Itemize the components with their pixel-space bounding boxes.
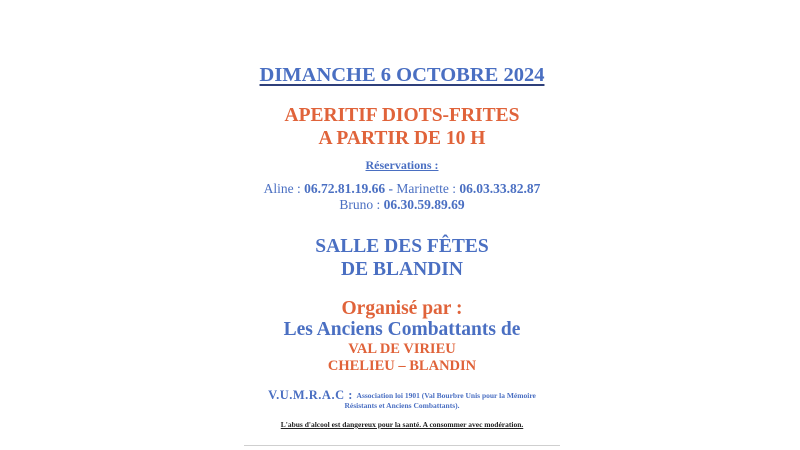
event-title-line2: A PARTIR DE 10 H <box>318 128 486 149</box>
reservations-contacts <box>244 181 560 213</box>
flyer-page <box>244 0 560 450</box>
organizer-place2: CHELIEU – BLANDIN <box>327 358 477 374</box>
event-title-line1: APERITIF DIOTS-FRITES <box>284 105 520 126</box>
contact-name-bruno: Bruno : <box>339 197 384 212</box>
contacts-line2 <box>244 197 560 213</box>
association-desc1: Association loi 1901 (Val Bourbre Unis pour la Mémoire <box>356 391 536 400</box>
association-desc2: Résistants et Anciens Combattants). <box>344 401 460 410</box>
contact-phone-bruno: 06.30.59.89.69 <box>383 197 465 212</box>
contact-separator: - <box>385 181 397 196</box>
association-info <box>244 390 560 411</box>
venue-line2: DE BLANDIN <box>341 259 463 280</box>
contact-name-marinette: Marinette : <box>396 181 460 196</box>
contacts-line1 <box>244 181 560 197</box>
organizer-places <box>244 341 560 375</box>
association-acronym: V.U.M.R.A.C : <box>268 388 357 402</box>
alcohol-disclaimer-text: L'abus d'alcool est dangereux pour la santé. A consommer avec modération. <box>280 420 524 429</box>
venue-line1: SALLE DES FÊTES <box>315 236 489 257</box>
contact-name-aline: Aline : <box>263 181 305 196</box>
event-date-text: DIMANCHE 6 OCTOBRE 2024 <box>259 64 545 86</box>
alcohol-disclaimer <box>244 420 560 429</box>
contact-phone-marinette: 06.03.33.82.87 <box>459 181 541 196</box>
event-date <box>244 64 560 87</box>
reservations-title <box>244 158 560 173</box>
association-line1 <box>244 390 560 401</box>
contact-phone-aline: 06.72.81.19.66 <box>304 181 386 196</box>
venue <box>244 235 560 281</box>
event-title <box>244 104 560 150</box>
organizer-place1: VAL DE VIRIEU <box>348 341 456 357</box>
organizer-line1: Les Anciens Combattants de <box>283 319 521 340</box>
organizer-heading: Organisé par : <box>341 298 463 319</box>
reservations-title-text: Réservations : <box>365 158 439 172</box>
